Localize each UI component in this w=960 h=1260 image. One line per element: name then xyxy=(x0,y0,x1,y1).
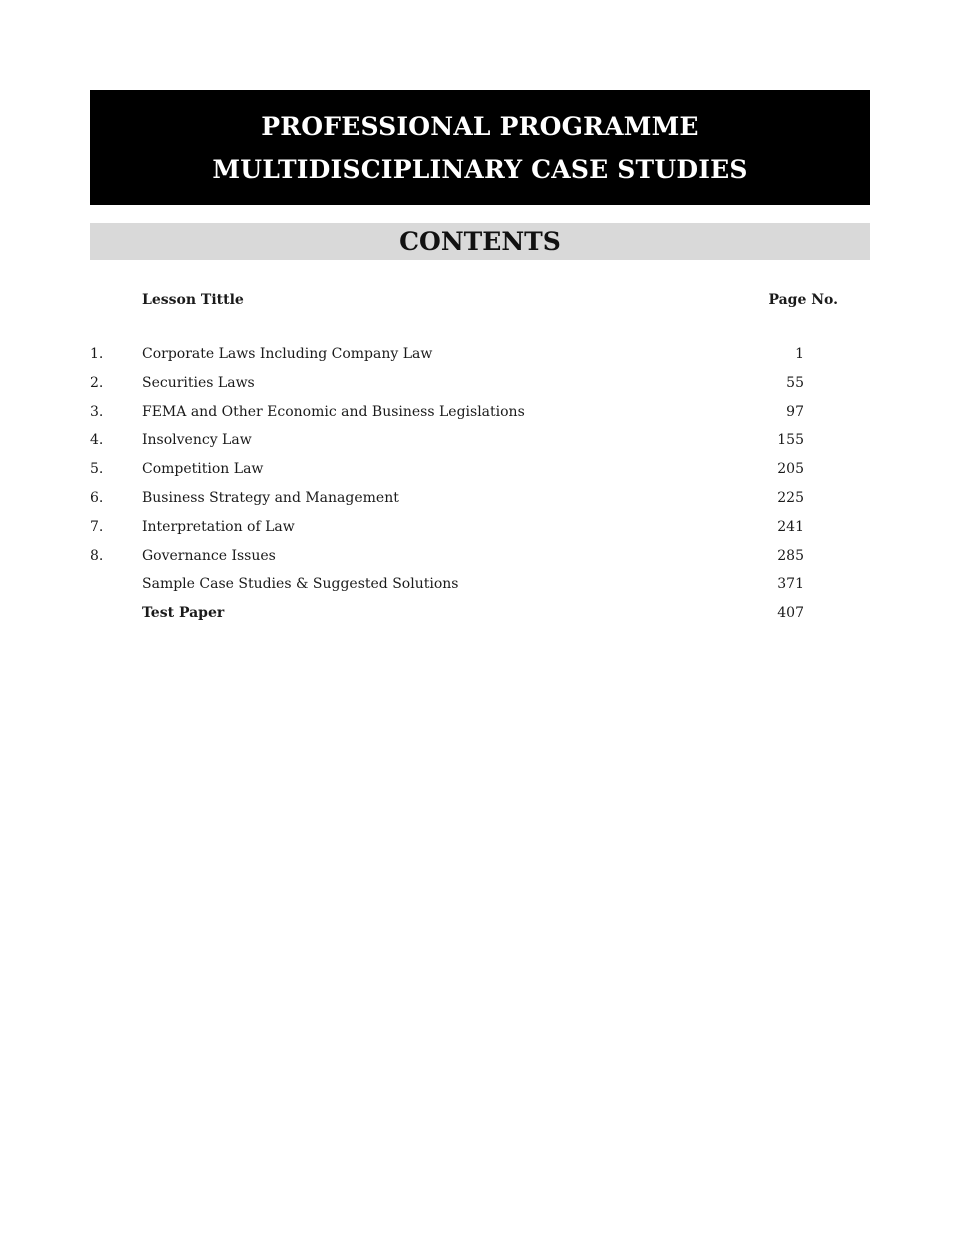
lesson-title: FEMA and Other Economic and Business Legislations xyxy=(142,403,525,420)
list-item[interactable] xyxy=(0,342,960,371)
lesson-page: 241 xyxy=(777,518,804,535)
lesson-page: 285 xyxy=(777,547,804,564)
lesson-number: 6. xyxy=(90,489,104,506)
lesson-title: Business Strategy and Management xyxy=(142,489,399,506)
lesson-title: Interpretation of Law xyxy=(142,518,295,535)
lesson-number: 4. xyxy=(90,432,104,449)
lesson-title: Corporate Laws Including Company Law xyxy=(142,346,433,362)
contents-heading: CONTENTS xyxy=(90,223,870,260)
lesson-page: 155 xyxy=(777,432,804,449)
lesson-title-column-header: Lesson Tittle xyxy=(142,292,244,308)
lesson-title: Securities Laws xyxy=(142,374,255,391)
lesson-page: 1 xyxy=(795,346,804,362)
lesson-page: 225 xyxy=(777,489,804,506)
lesson-number: 3. xyxy=(90,403,104,420)
title-banner xyxy=(90,90,870,205)
subject-title: MULTIDISCIPLINARY CASE STUDIES xyxy=(212,154,748,184)
list-item[interactable] xyxy=(0,400,960,429)
lesson-title: Insolvency Law xyxy=(142,432,252,449)
page-number-column-header: Page No. xyxy=(768,292,838,308)
lesson-page: 371 xyxy=(777,576,804,593)
lesson-title: Sample Case Studies & Suggested Solutions xyxy=(142,576,459,593)
list-item[interactable] xyxy=(0,601,960,630)
lesson-number: 1. xyxy=(90,346,104,362)
contents-list xyxy=(0,342,960,630)
lesson-page: 205 xyxy=(777,461,804,478)
lesson-page: 407 xyxy=(777,605,804,622)
list-item[interactable] xyxy=(0,371,960,400)
lesson-title: Competition Law xyxy=(142,461,264,478)
programme-title: PROFESSIONAL PROGRAMME xyxy=(261,111,699,141)
lesson-title: Governance Issues xyxy=(142,547,276,564)
list-item[interactable] xyxy=(0,486,960,515)
lesson-number: 2. xyxy=(90,374,104,391)
list-item[interactable] xyxy=(0,457,960,486)
lesson-page: 55 xyxy=(786,374,804,391)
lesson-title: Test Paper xyxy=(142,605,225,622)
list-item[interactable] xyxy=(0,544,960,573)
list-item[interactable] xyxy=(0,428,960,457)
list-item[interactable] xyxy=(0,572,960,601)
lesson-number: 5. xyxy=(90,461,104,478)
lesson-page: 97 xyxy=(786,403,804,420)
lesson-number: 7. xyxy=(90,518,104,535)
list-item[interactable] xyxy=(0,515,960,544)
lesson-number: 8. xyxy=(90,547,104,564)
